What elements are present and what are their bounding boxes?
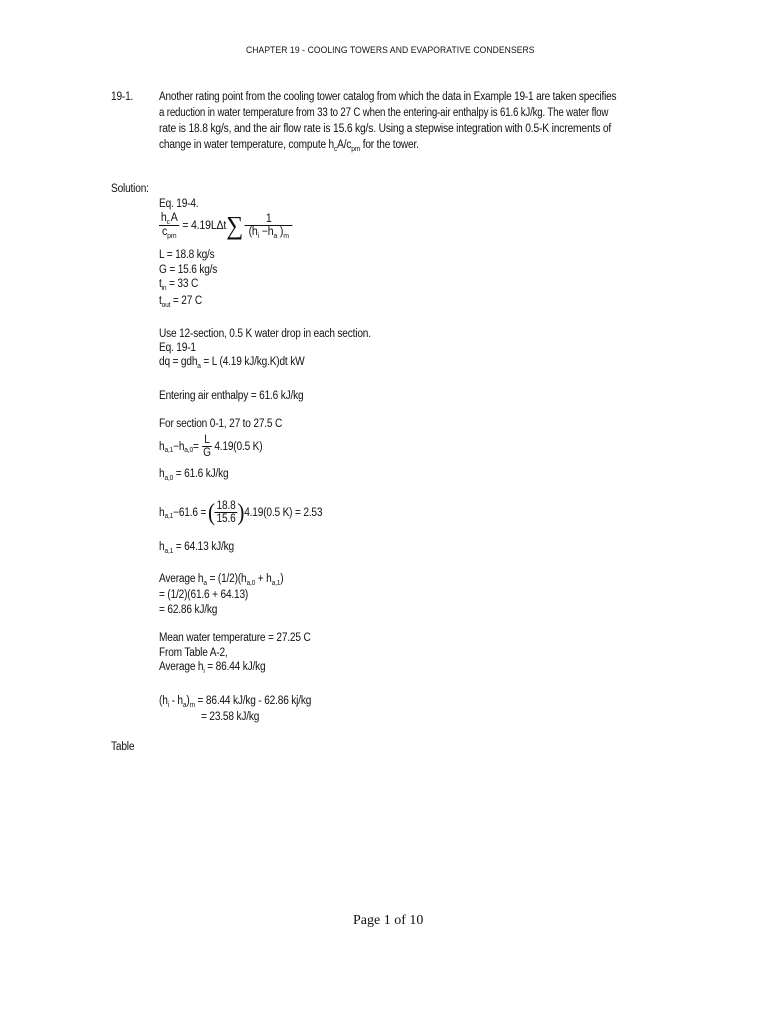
- problem-number: 19-1.: [111, 91, 134, 103]
- mean-water-temperature: Mean water temperature = 27.25 C: [159, 632, 311, 644]
- numeric-equation: h a,1 −61.6 = ( $\frac{18.8}{15.6}$ ) 4.19(0.5 K) = 2.53: [159, 499, 323, 526]
- problem-line-3: rate is 18.8 kg/s, and the air flow rate is 15.6 kg/s. Using a stepwise integration with 0.5-K increments of: [159, 123, 612, 135]
- L-over-G-fraction: $\frac{L}{G}$: [203, 434, 211, 459]
- eq-ref-19-1: Eq. 19-1: [159, 342, 196, 354]
- average-ha-line-1: Average $h_a = (1/2)(h_{a,0} + h_{a,1})$: [159, 573, 284, 587]
- from-table-a2: From Table A-2,: [159, 647, 228, 659]
- given-L: L = 18.8 kg/s: [159, 249, 215, 261]
- difference-line-1: $(h_i - h_a)_m = 86.44$ kJ/kg - 62.86 kj/kg: [159, 695, 312, 709]
- dq-equation: dq = gdh$_a$ = L (4.19 kJ/kg.K)dt kW: [159, 356, 305, 370]
- table-label: Table: [111, 741, 135, 753]
- eq-rhs-fraction: $\frac{1}{(h_i -h_a )_m}$: [247, 213, 291, 239]
- solution-label: Solution:: [111, 183, 149, 195]
- page-number: Page 1 of 10: [353, 913, 424, 928]
- use-sections-text: Use 12-section, 0.5 K water drop in each section.: [159, 328, 371, 340]
- eq-ref-19-4: Eq. 19-4.: [159, 198, 199, 210]
- chapter-header: CHAPTER 19 - COOLING TOWERS AND EVAPORATIVE CONDENSERS: [246, 45, 535, 55]
- ratio-fraction: $\frac{18.8}{15.6}$: [216, 500, 236, 525]
- problem-line-1: Another rating point from the cooling tower catalog from which the data in Example 19-1 are taken specifies: [159, 91, 617, 103]
- given-G: G = 15.6 kg/s: [159, 264, 218, 276]
- average-ha-line-3: = 62.86 kJ/kg: [159, 604, 218, 616]
- equation-19-4: $\frac{h_cA}{c_{pm}}$ = 4.19LΔt ∑ $\frac{1}{(h_i -h_a )_m}$: [159, 212, 291, 239]
- average-hi: Average $h_i = 86.44$ kJ/kg: [159, 661, 266, 675]
- section-0-1-label: For section 0-1, 27 to 27.5 C: [159, 418, 283, 430]
- given-t-out: $t_{out} = 27$ C: [159, 295, 202, 309]
- difference-line-2: = 23.58 kJ/kg: [201, 711, 260, 723]
- sigma-symbol: ∑: [226, 210, 244, 240]
- h-a1-value: $h_{a,1} = 64.13$ kJ/kg: [159, 541, 234, 555]
- problem-line-4: change in water temperature, compute $h_cA/c_{pm}$ for the tower.: [159, 139, 419, 153]
- given-t-in: $t_{in} = 33$ C: [159, 278, 199, 292]
- eq-lhs-fraction: $\frac{h_cA}{c_{pm}}$: [160, 212, 178, 240]
- section-equation: h a,1 −h a,0 = $\frac{L}{G}$ 4.19(0.5 K): [159, 434, 263, 459]
- average-ha-line-2: = (1/2)(61.6 + 64.13): [159, 589, 249, 601]
- h-a0-value: $h_{a,0} = 61.6$ kJ/kg: [159, 468, 229, 482]
- entering-air-enthalpy: Entering air enthalpy = 61.6 kJ/kg: [159, 390, 304, 402]
- problem-line-2: a reduction in water temperature from 33 to 27 C when the entering-air enthalpy is 61.6 kJ/kg. The water flow: [159, 107, 609, 119]
